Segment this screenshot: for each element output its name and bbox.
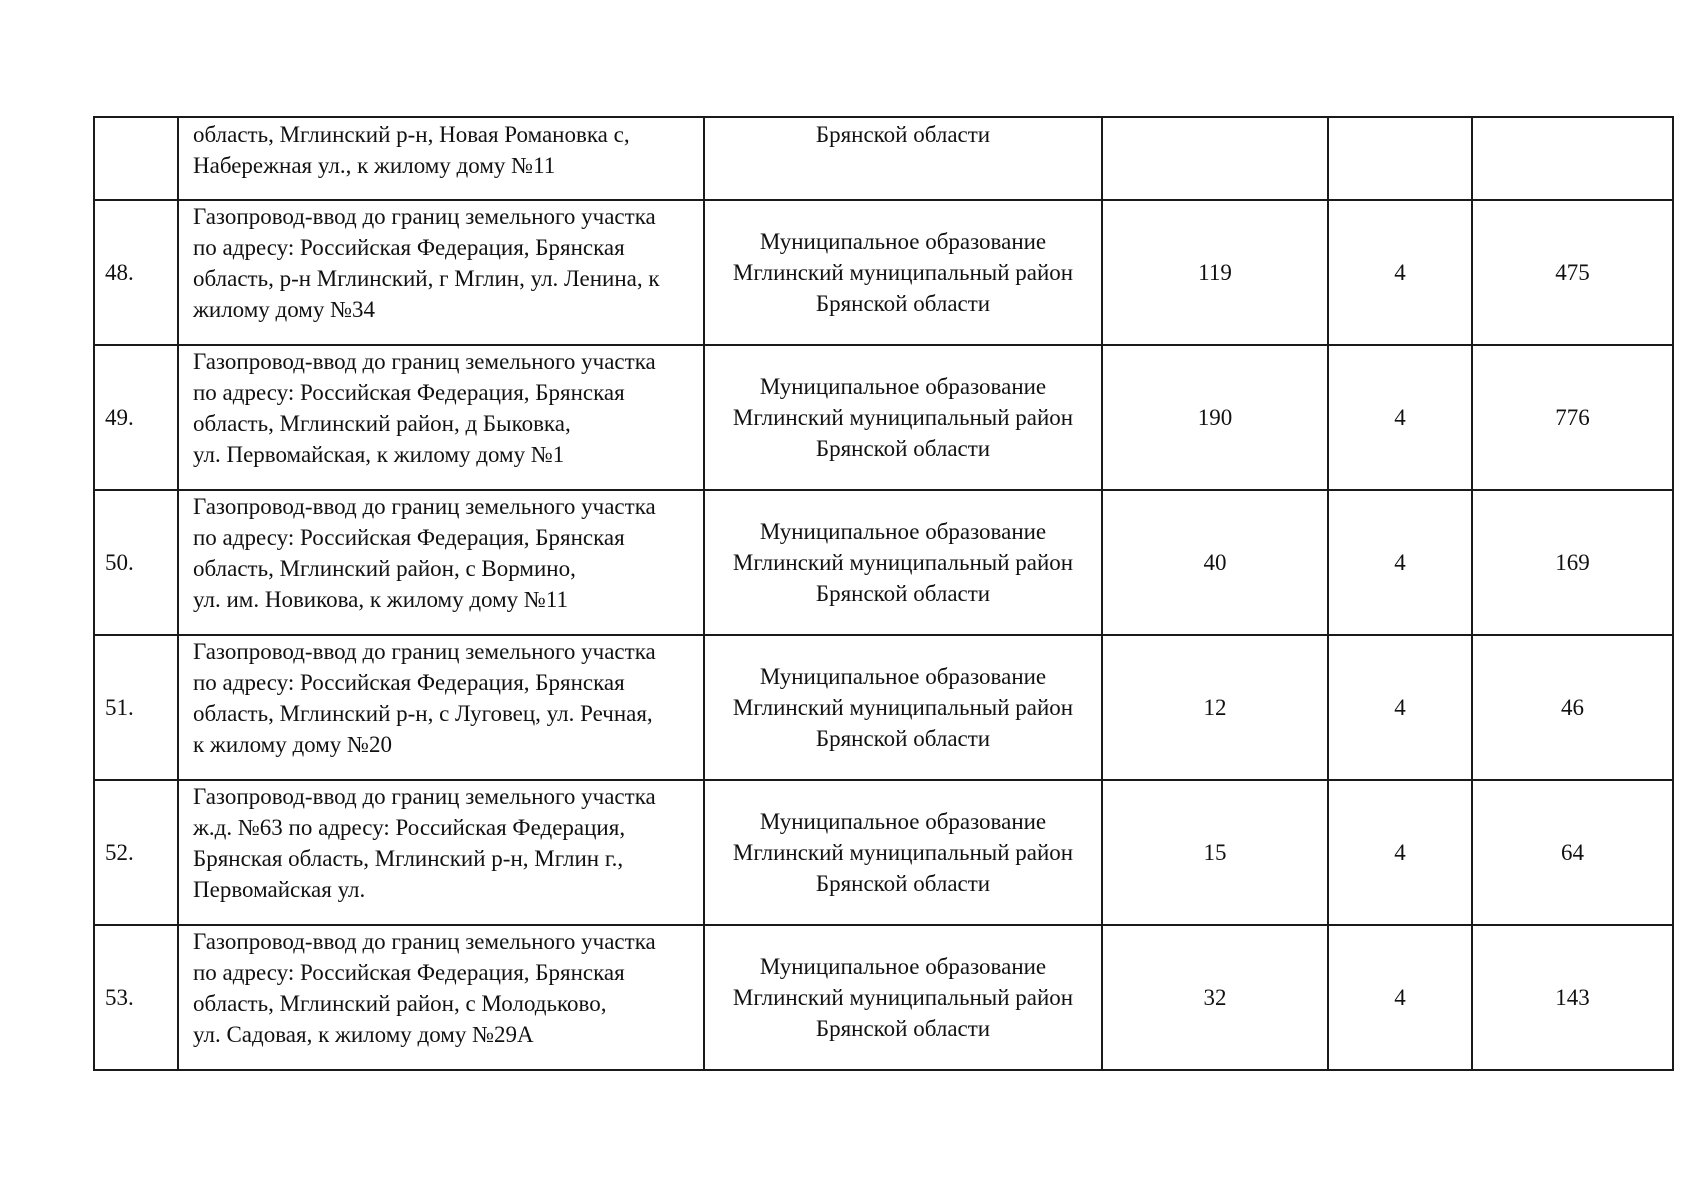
value-cell-3: 776 — [1472, 345, 1673, 490]
object-description-cell — [178, 345, 704, 490]
gas-pipeline-table — [93, 116, 1674, 1071]
value-cell-1 — [1102, 117, 1328, 200]
object-description: Газопровод-ввод до границ земельного участка по адресу: Российская Федерация, Брянская область, р-н Мглинский, г Мглин, ул. Ленина, к жилому дому №34 — [193, 204, 660, 322]
table-row — [94, 345, 1673, 490]
owner-text: Муниципальное образование Мглинский муниципальный район Брянской области — [732, 664, 1074, 751]
table-row — [94, 635, 1673, 780]
object-description-cell — [178, 635, 704, 780]
owner-cell — [704, 200, 1102, 345]
owner-cell — [704, 925, 1102, 1070]
owner-cell — [704, 635, 1102, 780]
value-cell-3: 143 — [1472, 925, 1673, 1070]
object-description-cell — [178, 117, 704, 200]
row-number-cell — [94, 117, 178, 200]
object-description: Газопровод-ввод до границ земельного участка по адресу: Российская Федерация, Брянская область, Мглинский район, с Молодьково, ул. Садовая, к жилому дому №29А — [193, 929, 656, 1047]
value-cell-2: 4 — [1328, 925, 1472, 1070]
object-description: Газопровод-ввод до границ земельного участка ж.д. №63 по адресу: Российская Федерация, Брянская область, Мглинский р-н, Мглин г., Первомайская ул. — [193, 784, 656, 902]
value-cell-1: 12 — [1102, 635, 1328, 780]
owner-text: Муниципальное образование Мглинский муниципальный район Брянской области — [732, 229, 1074, 316]
owner-text: Муниципальное образование Мглинский муниципальный район Брянской области — [732, 374, 1074, 461]
value-cell-1: 40 — [1102, 490, 1328, 635]
value-cell-1: 15 — [1102, 780, 1328, 925]
value-cell-1: 32 — [1102, 925, 1328, 1070]
table-row-continued — [94, 117, 1673, 200]
object-description-cell — [178, 200, 704, 345]
owner-text: Муниципальное образование Мглинский муниципальный район Брянской области — [732, 519, 1074, 606]
value-cell-2: 4 — [1328, 200, 1472, 345]
row-number-cell: 50. — [94, 490, 178, 635]
row-number-cell: 53. — [94, 925, 178, 1070]
value-cell-1: 190 — [1102, 345, 1328, 490]
object-description: Газопровод-ввод до границ земельного участка по адресу: Российская Федерация, Брянская область, Мглинский р-н, с Луговец, ул. Речная, к жилому дому №20 — [193, 639, 656, 757]
owner-text: Брянской области — [815, 122, 991, 147]
object-description-cell — [178, 490, 704, 635]
value-cell-3: 64 — [1472, 780, 1673, 925]
table-row — [94, 200, 1673, 345]
owner-text: Муниципальное образование Мглинский муниципальный район Брянской области — [732, 954, 1074, 1041]
value-cell-3: 169 — [1472, 490, 1673, 635]
value-cell-1: 119 — [1102, 200, 1328, 345]
row-number-cell: 51. — [94, 635, 178, 780]
object-description-cell — [178, 925, 704, 1070]
row-number-cell: 52. — [94, 780, 178, 925]
value-cell-2: 4 — [1328, 635, 1472, 780]
value-cell-2: 4 — [1328, 780, 1472, 925]
row-number-cell: 48. — [94, 200, 178, 345]
owner-cell — [704, 780, 1102, 925]
owner-cell — [704, 117, 1102, 200]
owner-cell — [704, 345, 1102, 490]
value-cell-2 — [1328, 117, 1472, 200]
owner-text: Муниципальное образование Мглинский муниципальный район Брянской области — [732, 809, 1074, 896]
object-description-cell — [178, 780, 704, 925]
object-description: область, Мглинский р-н, Новая Романовка с, Набережная ул., к жилому дому №11 — [193, 122, 630, 178]
object-description: Газопровод-ввод до границ земельного участка по адресу: Российская Федерация, Брянская область, Мглинский район, с Вормино, ул. им. Новикова, к жилому дому №11 — [193, 494, 656, 612]
value-cell-3 — [1472, 117, 1673, 200]
table-row — [94, 780, 1673, 925]
row-number-cell: 49. — [94, 345, 178, 490]
table-row — [94, 490, 1673, 635]
value-cell-3: 475 — [1472, 200, 1673, 345]
table-row — [94, 925, 1673, 1070]
object-description: Газопровод-ввод до границ земельного участка по адресу: Российская Федерация, Брянская область, Мглинский район, д Быковка, ул. Первомайская, к жилому дому №1 — [193, 349, 656, 467]
value-cell-3: 46 — [1472, 635, 1673, 780]
value-cell-2: 4 — [1328, 345, 1472, 490]
value-cell-2: 4 — [1328, 490, 1472, 635]
owner-cell — [704, 490, 1102, 635]
